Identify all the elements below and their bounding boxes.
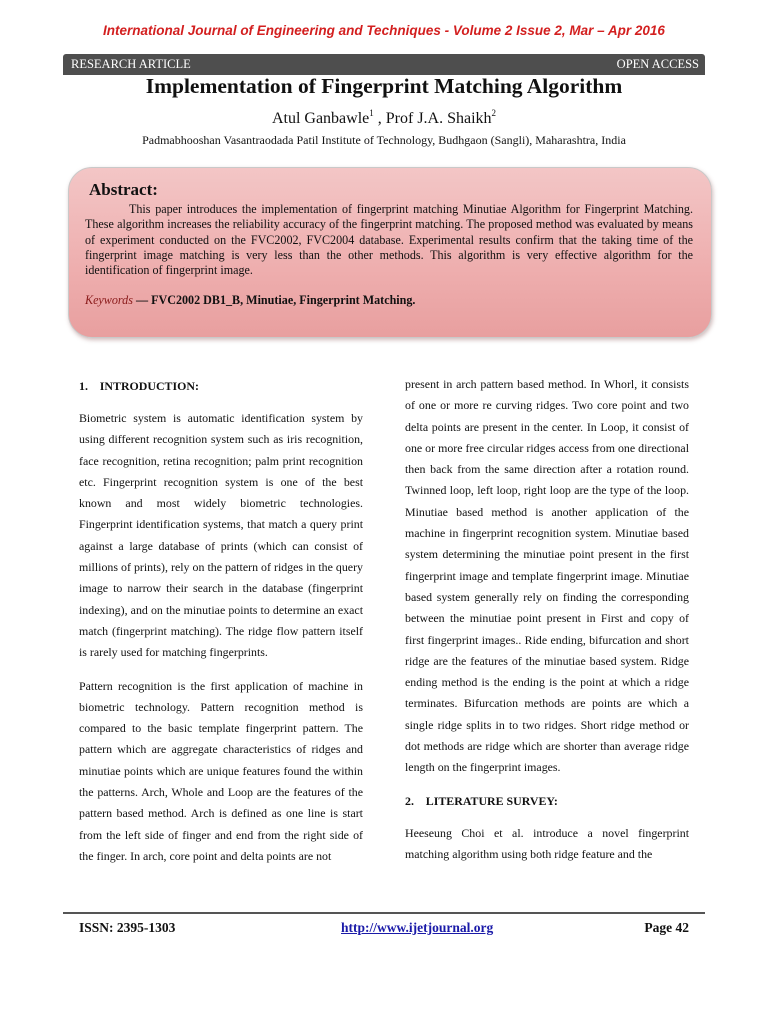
body-paragraph: Biometric system is automatic identification system by using different recognition system such as iris recognition, face recognition, retina recognition; palm print recognition etc. Fingerprint recognition system is one of the best known and most widely biometric technologies. Fingerprint identification systems, that match a query print against a large database of prints (which can consist of millions of prints), rely on the pattern of ridges in the query image to narrow their search in the database (fingerprint indexing), and on the minutiae points to determine an exact match (fingerprint matching). The ridge flow pattern itself is rarely used for matching fingerprints.	[79, 411, 363, 660]
author-affiliation: Padmabhooshan Vasantraodada Patil Institute of Technology, Budhgaon (Sangli), Maharashtra, India	[142, 133, 626, 147]
abstract-box	[68, 167, 712, 338]
keywords-value: — FVC2002 DB1_B, Minutiae, Fingerprint Matching.	[135, 293, 416, 307]
abstract-heading: Abstract:	[89, 180, 158, 199]
body-paragraph: Heeseung Choi et al. introduce a novel fingerprint matching algorithm using both ridge feature and the	[405, 825, 689, 861]
issn-label: ISSN: 2395-1303	[79, 920, 176, 935]
left-column	[79, 374, 363, 879]
page-number: Page 42	[644, 920, 689, 935]
author-affiliation-mark: 1	[369, 108, 374, 118]
author-affiliation-mark: 2	[491, 108, 497, 118]
footer-divider	[63, 912, 705, 914]
section-heading-introduction: 1. INTRODUCTION:	[79, 379, 199, 393]
body-paragraph: Pattern recognition is the first application of machine in biometric technology. Pattern recognition method is compared to the basic template fingerprint pattern. The pattern which are aggregate characteristics of ridges and minutiae points which are unique features found the within the patterns. Arch, Whole and Loop are the features of the pattern based method. Arch is defined as one line is start from the left side of finger and end from the right side of the finger. In arch, core point and delta points are not	[79, 678, 363, 863]
journal-website-link[interactable]: http://www.ijetjournal.org	[341, 920, 494, 935]
article-banner	[63, 54, 705, 75]
author-separator: ,	[373, 110, 386, 127]
journal-header: International Journal of Engineering and Techniques - Volume 2 Issue 2, Mar – Apr 2016	[103, 23, 665, 38]
keywords-line	[85, 293, 693, 308]
section-heading-literature-survey: 2. LITERATURE SURVEY:	[405, 793, 558, 808]
research-article-label: RESEARCH ARTICLE	[71, 57, 191, 71]
body-paragraph: present in arch pattern based method. In Whorl, it consists of one or more re curving ridges. Two core point and two delta points are present in the center. In Loop, it consist of one or more free circular ridges access from one directional then back from the same direction after a rotation round. Twinned loop, left loop, right loop are the type of the loop. Minutiae based method is another application of the machine in fingerprint recognition system. Minutiae based system determining the minutiae point present in the first fingerprint image and template fingerprint image. Minutiae based system generally rely on finding the corresponding between the minutiae point present in First and copy of first fingerprint images.. Ride ending, bifurcation and short ridge are the features of the minutiae based system. Ridge ending method is the ending is the point at which a ridge terminates. Bifurcation methods are points are which a single ridge splits in to two ridges. Short ridge method or dot methods are ridge which are shorter than average ridge length on the fingerprint images.	[405, 377, 689, 775]
keywords-label: Keywords	[85, 293, 133, 307]
abstract-text: This paper introduces the implementation of fingerprint matching Minutiae Algorithm for Fingerprint Matching. These algorithm increases the reliability accuracy of the fingerprint matching. The proposed method was evaluated by means of experiment conducted on the FVC2002, FVC2004 database. Experimental results confirm that the taking time of the fingerprint image matching is very less than the other methods. This algorithm is very effective algorithm for the identification of fingerprint image.	[85, 202, 693, 278]
author-name: Atul Ganbawle	[271, 110, 370, 127]
open-access-label: OPEN ACCESS	[616, 57, 699, 71]
paper-title: Implementation of Fingerprint Matching Algorithm	[145, 74, 623, 98]
author-line	[0, 108, 768, 128]
author-name: Prof J.A. Shaikh	[385, 110, 492, 127]
right-column	[405, 374, 689, 877]
